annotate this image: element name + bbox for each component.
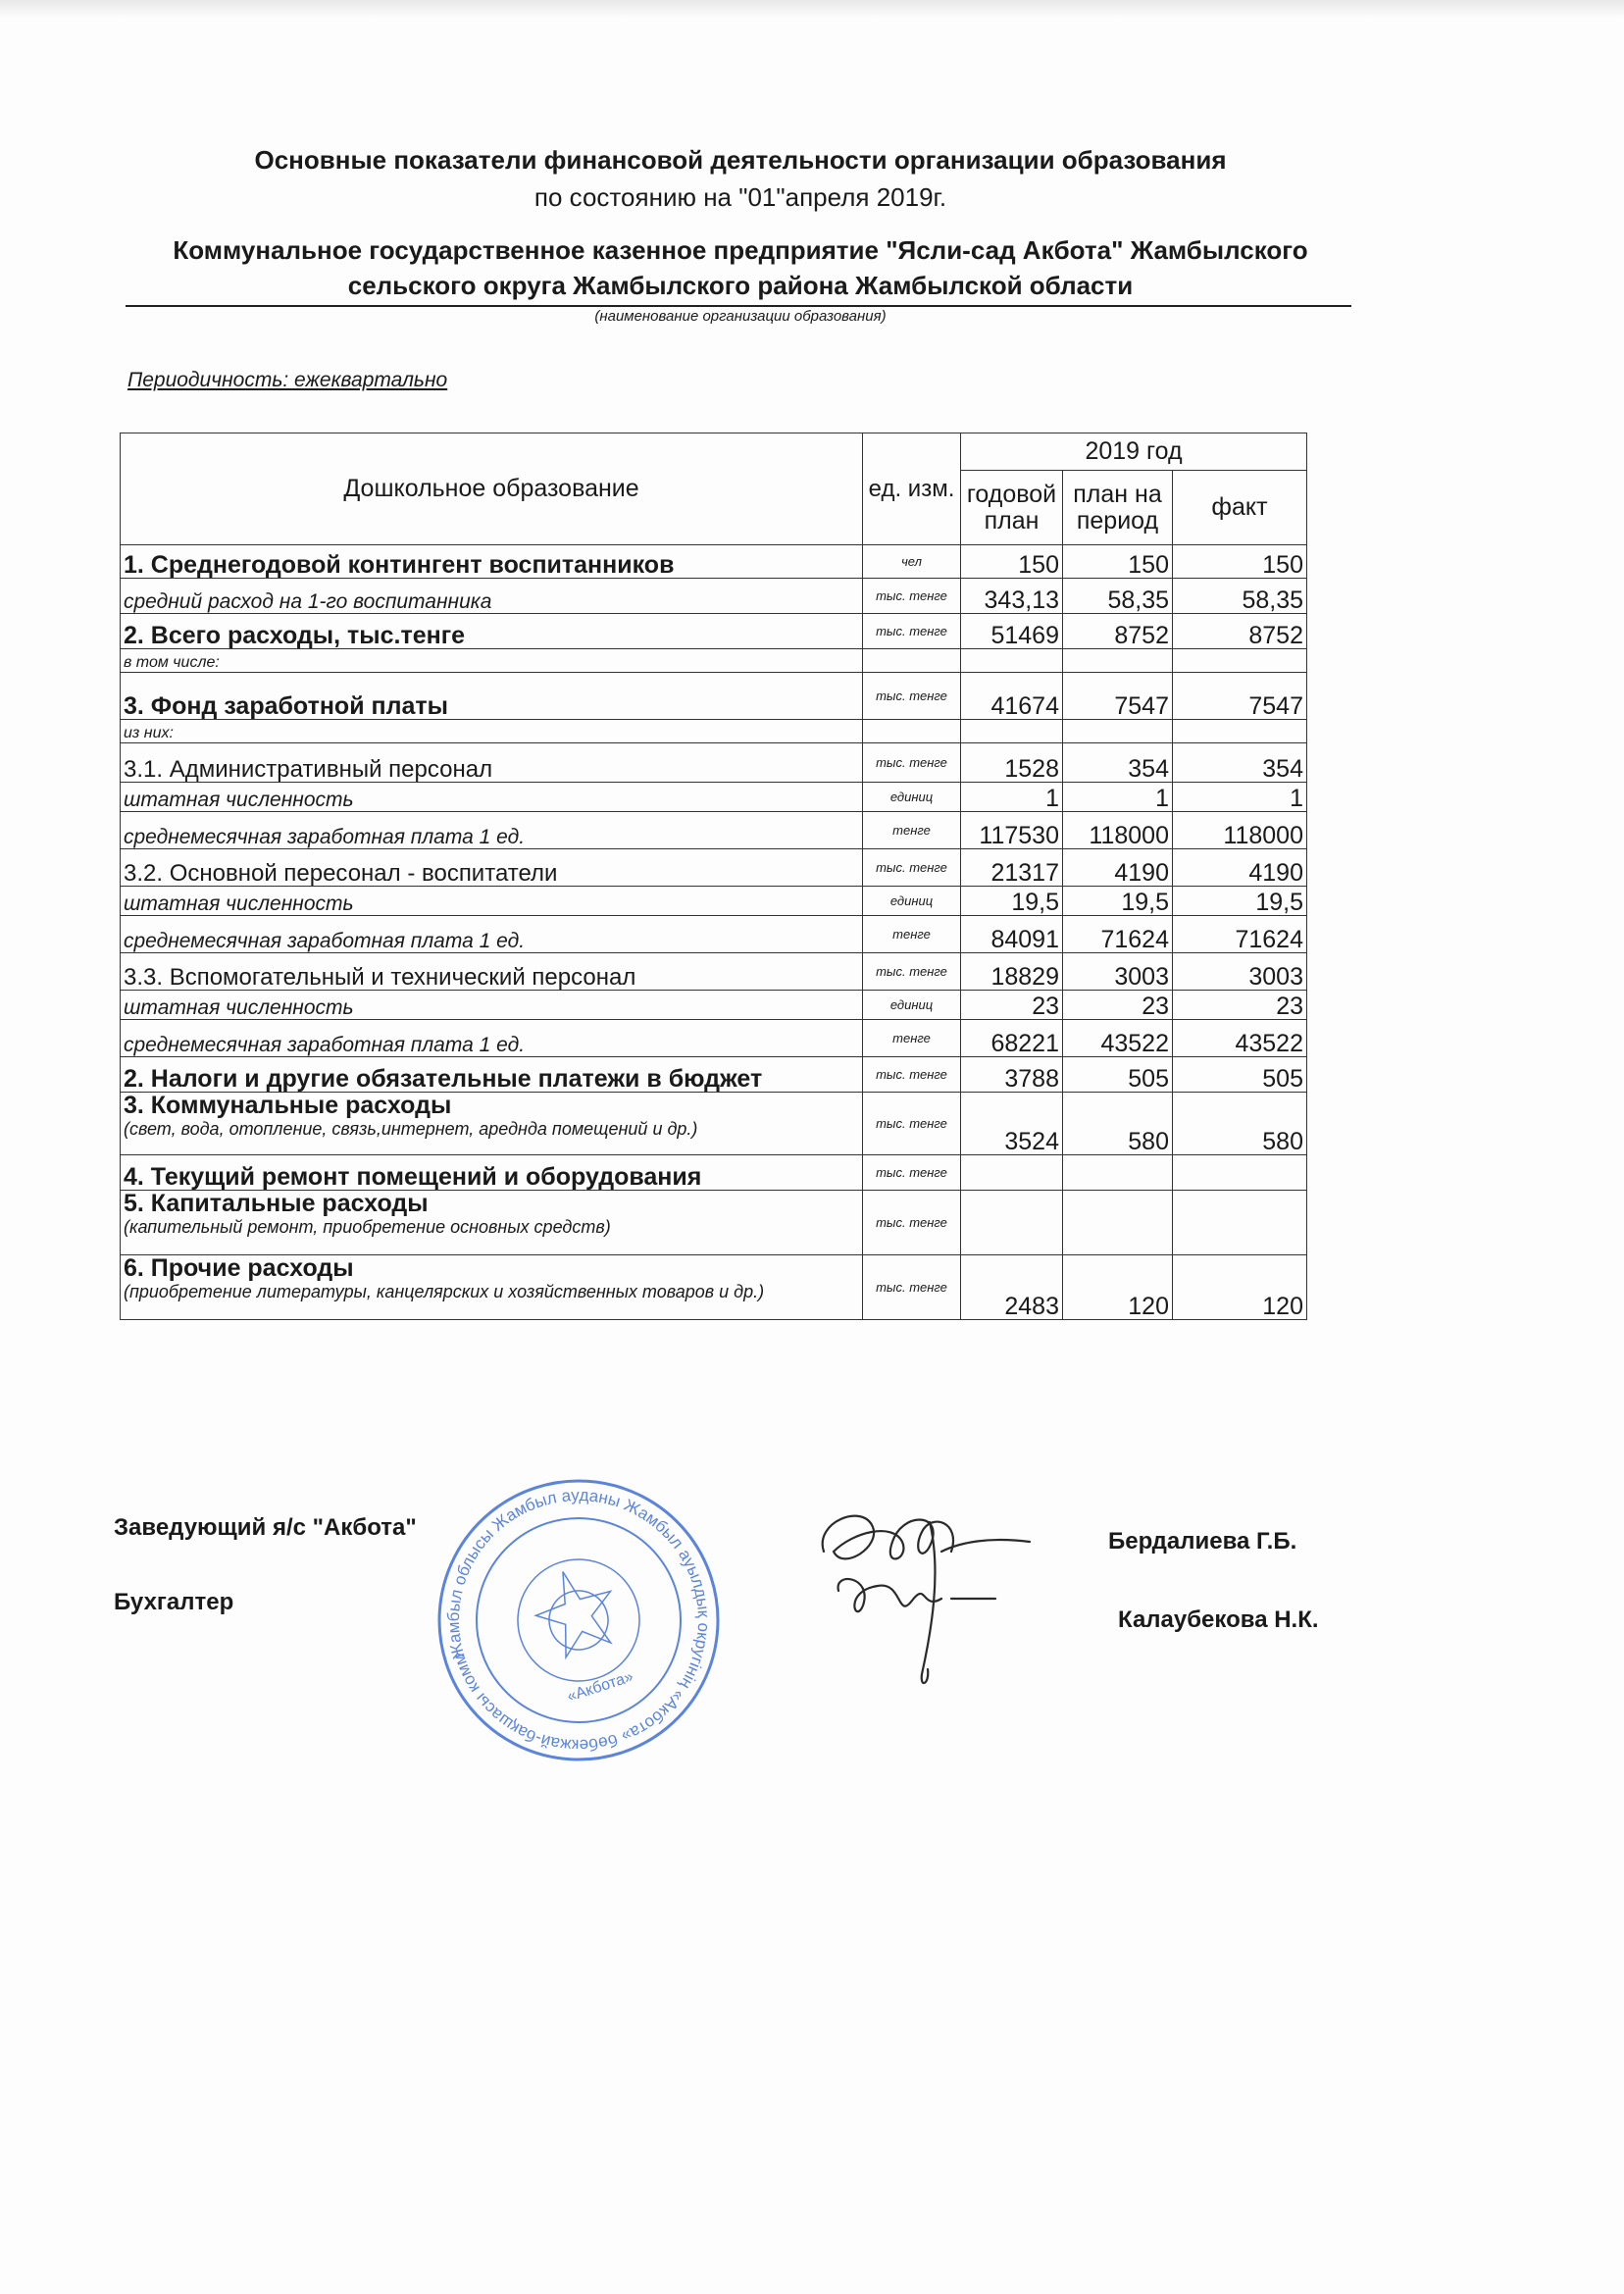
fact-value: 19,5 xyxy=(1173,887,1307,916)
table-row xyxy=(121,720,1307,743)
period-plan-value: 120 xyxy=(1063,1255,1173,1320)
fact-value xyxy=(1173,1155,1307,1191)
annual-plan-value: 68221 xyxy=(961,1020,1063,1057)
row-label-main: 3. Коммунальные расходы xyxy=(124,1092,452,1119)
row-label-note: (свет, вода, отопление, связь,интернет, ареднда помещений и др.) xyxy=(124,1119,698,1140)
report-date: по состоянию на "01"апреля 2019г. xyxy=(533,182,947,212)
row-unit: единиц xyxy=(863,991,961,1020)
table-row xyxy=(121,1020,1307,1057)
table-row xyxy=(121,849,1307,887)
stamp-ring-text: Жамбыл облысы Жамбыл ауданы Жамбыл ауылдық округінің «Акбота» бөбекжай-бақшасы коммуналдық xyxy=(443,1485,714,1756)
table-row xyxy=(121,1191,1307,1255)
annual-plan-value: 23 xyxy=(961,991,1063,1020)
organization-name-line2: сельского округа Жамбылского района Жамбылской области xyxy=(347,271,1134,300)
period-plan-value: 150 xyxy=(1063,545,1173,579)
organization-underline xyxy=(126,305,1351,307)
period-plan-value: 1 xyxy=(1063,783,1173,812)
report-title: Основные показатели финансовой деятельности организации образования xyxy=(254,145,1227,175)
row-label: 4. Текущий ремонт помещений и оборудования xyxy=(121,1155,863,1191)
row-unit: тыс. тенге xyxy=(863,1155,961,1191)
period-plan-value xyxy=(1063,1155,1173,1191)
period-plan-value: 71624 xyxy=(1063,916,1173,953)
fact-value: 23 xyxy=(1173,991,1307,1020)
head-name: Бердалиева Г.Б. xyxy=(1108,1528,1297,1555)
row-unit: тыс. тенге xyxy=(863,673,961,720)
fact-value xyxy=(1173,720,1307,743)
table-row xyxy=(121,614,1307,649)
fact-value: 4190 xyxy=(1173,849,1307,887)
annual-plan-value xyxy=(961,1191,1063,1255)
head-label: Заведующий я/с "Акбота" xyxy=(114,1514,417,1541)
accountant-label: Бухгалтер xyxy=(114,1589,234,1615)
table-row xyxy=(121,649,1307,673)
scan-top-edge xyxy=(0,0,1624,18)
organization-caption: (наименование организации образования) xyxy=(594,308,887,325)
row-label: штатная численность xyxy=(121,887,863,916)
row-unit: единиц xyxy=(863,887,961,916)
fact-value: 71624 xyxy=(1173,916,1307,953)
table-row xyxy=(121,743,1307,783)
annual-plan-value: 3524 xyxy=(961,1093,1063,1155)
annual-plan-value: 19,5 xyxy=(961,887,1063,916)
row-unit: тенге xyxy=(863,1020,961,1057)
table-row xyxy=(121,887,1307,916)
table-body xyxy=(121,545,1307,1320)
fact-value: 118000 xyxy=(1173,812,1307,849)
row-label-main: 6. Прочие расходы xyxy=(124,1254,354,1282)
annual-plan-value: 3788 xyxy=(961,1057,1063,1093)
period-plan-value: 580 xyxy=(1063,1093,1173,1155)
table-row xyxy=(121,1255,1307,1320)
table-row xyxy=(121,783,1307,812)
row-unit: тыс. тенге xyxy=(863,743,961,783)
period-plan-value: 8752 xyxy=(1063,614,1173,649)
annual-plan-value: 18829 xyxy=(961,953,1063,991)
annual-plan-value: 150 xyxy=(961,545,1063,579)
stamp-center-text: «Акбота» xyxy=(565,1668,635,1706)
row-label: штатная численность xyxy=(121,783,863,812)
table-row xyxy=(121,916,1307,953)
row-unit: тыс. тенге xyxy=(863,579,961,614)
row-label: среднемесячная заработная плата 1 ед. xyxy=(121,812,863,849)
annual-plan-value: 1 xyxy=(961,783,1063,812)
annual-plan-value: 2483 xyxy=(961,1255,1063,1320)
row-unit xyxy=(863,649,961,673)
row-label: 3.3. Вспомогательный и технический персонал xyxy=(121,953,863,991)
row-label: из них: xyxy=(121,720,863,743)
row-unit: чел xyxy=(863,545,961,579)
row-unit: единиц xyxy=(863,783,961,812)
row-unit: тыс. тенге xyxy=(863,1255,961,1320)
row-label: 3.2. Основной пересонал - воспитатели xyxy=(121,849,863,887)
fact-value: 8752 xyxy=(1173,614,1307,649)
fact-value xyxy=(1173,649,1307,673)
table-row xyxy=(121,812,1307,849)
period-plan-value xyxy=(1063,1191,1173,1255)
fact-value: 7547 xyxy=(1173,673,1307,720)
annual-plan-value xyxy=(961,649,1063,673)
period-plan-value: 4190 xyxy=(1063,849,1173,887)
period-plan-value xyxy=(1063,720,1173,743)
row-label: 1. Среднегодовой контингент воспитанников xyxy=(121,545,863,579)
period-plan-value: 19,5 xyxy=(1063,887,1173,916)
row-unit: тыс. тенге xyxy=(863,849,961,887)
annual-plan-value: 51469 xyxy=(961,614,1063,649)
section-title: Дошкольное образование xyxy=(121,433,863,545)
row-unit: тенге xyxy=(863,916,961,953)
period-plan-value: 7547 xyxy=(1063,673,1173,720)
row-label-main: 5. Капитальные расходы xyxy=(124,1190,429,1217)
table-row xyxy=(121,953,1307,991)
period-plan-value: 58,35 xyxy=(1063,579,1173,614)
annual-plan-value: 1528 xyxy=(961,743,1063,783)
annual-plan-value: 41674 xyxy=(961,673,1063,720)
table-row xyxy=(121,579,1307,614)
signature xyxy=(804,1483,1049,1718)
financial-indicators-table xyxy=(120,433,1307,1320)
period-plan-value: 23 xyxy=(1063,991,1173,1020)
row-label xyxy=(121,1191,863,1255)
table-row xyxy=(121,1155,1307,1191)
row-unit: тыс. тенге xyxy=(863,614,961,649)
row-label: 3. Фонд заработной платы xyxy=(121,673,863,720)
fact-value: 58,35 xyxy=(1173,579,1307,614)
row-unit: тыс. тенге xyxy=(863,953,961,991)
annual-plan-value xyxy=(961,1155,1063,1191)
table-row xyxy=(121,673,1307,720)
column-fact: факт xyxy=(1173,471,1307,545)
fact-value: 3003 xyxy=(1173,953,1307,991)
period-plan-value: 43522 xyxy=(1063,1020,1173,1057)
row-label xyxy=(121,1255,863,1320)
annual-plan-value: 117530 xyxy=(961,812,1063,849)
organization-stamp xyxy=(431,1473,726,1767)
row-label: 2. Всего расходы, тыс.тенге xyxy=(121,614,863,649)
row-label: средний расход на 1-го воспитанника xyxy=(121,579,863,614)
row-label-note: (приобретение литературы, канцелярских и хозяйственных товаров и др.) xyxy=(124,1282,765,1302)
annual-plan-value: 343,13 xyxy=(961,579,1063,614)
row-label: 3.1. Административный персонал xyxy=(121,743,863,783)
organization-name-line1: Коммунальное государственное казенное предприятие "Ясли-сад Акбота" Жамбылского xyxy=(173,235,1308,265)
period-plan-value: 3003 xyxy=(1063,953,1173,991)
row-unit: тыс. тенге xyxy=(863,1093,961,1155)
period-plan-value: 505 xyxy=(1063,1057,1173,1093)
row-unit: тыс. тенге xyxy=(863,1191,961,1255)
row-label: 2. Налоги и другие обязательные платежи в бюджет xyxy=(121,1057,863,1093)
annual-plan-value: 84091 xyxy=(961,916,1063,953)
table-row xyxy=(121,1057,1307,1093)
fact-value xyxy=(1173,1191,1307,1255)
unit-header: ед. изм. xyxy=(863,433,961,545)
row-label: среднемесячная заработная плата 1 ед. xyxy=(121,1020,863,1057)
fact-value: 150 xyxy=(1173,545,1307,579)
table-row xyxy=(121,1093,1307,1155)
period-plan-value xyxy=(1063,649,1173,673)
row-label xyxy=(121,1093,863,1155)
table-row xyxy=(121,545,1307,579)
period-plan-value: 354 xyxy=(1063,743,1173,783)
fact-value: 120 xyxy=(1173,1255,1307,1320)
row-label: в том числе: xyxy=(121,649,863,673)
table-row xyxy=(121,991,1307,1020)
column-annual-plan: годовой план xyxy=(961,471,1063,545)
row-unit: тыс. тенге xyxy=(863,1057,961,1093)
fact-value: 505 xyxy=(1173,1057,1307,1093)
row-label: штатная численность xyxy=(121,991,863,1020)
fact-value: 43522 xyxy=(1173,1020,1307,1057)
annual-plan-value: 21317 xyxy=(961,849,1063,887)
periodicity: Периодичность: ежеквартально xyxy=(127,369,448,391)
period-plan-value: 118000 xyxy=(1063,812,1173,849)
accountant-name: Калаубекова Н.К. xyxy=(1118,1606,1319,1633)
row-unit xyxy=(863,720,961,743)
row-unit: тенге xyxy=(863,812,961,849)
year-header: 2019 год xyxy=(961,433,1307,471)
fact-value: 354 xyxy=(1173,743,1307,783)
fact-value: 580 xyxy=(1173,1093,1307,1155)
column-period-plan: план на период xyxy=(1063,471,1173,545)
row-label-note: (капительный ремонт, приобретение основных средств) xyxy=(124,1217,611,1238)
row-label: среднемесячная заработная плата 1 ед. xyxy=(121,916,863,953)
fact-value: 1 xyxy=(1173,783,1307,812)
annual-plan-value xyxy=(961,720,1063,743)
